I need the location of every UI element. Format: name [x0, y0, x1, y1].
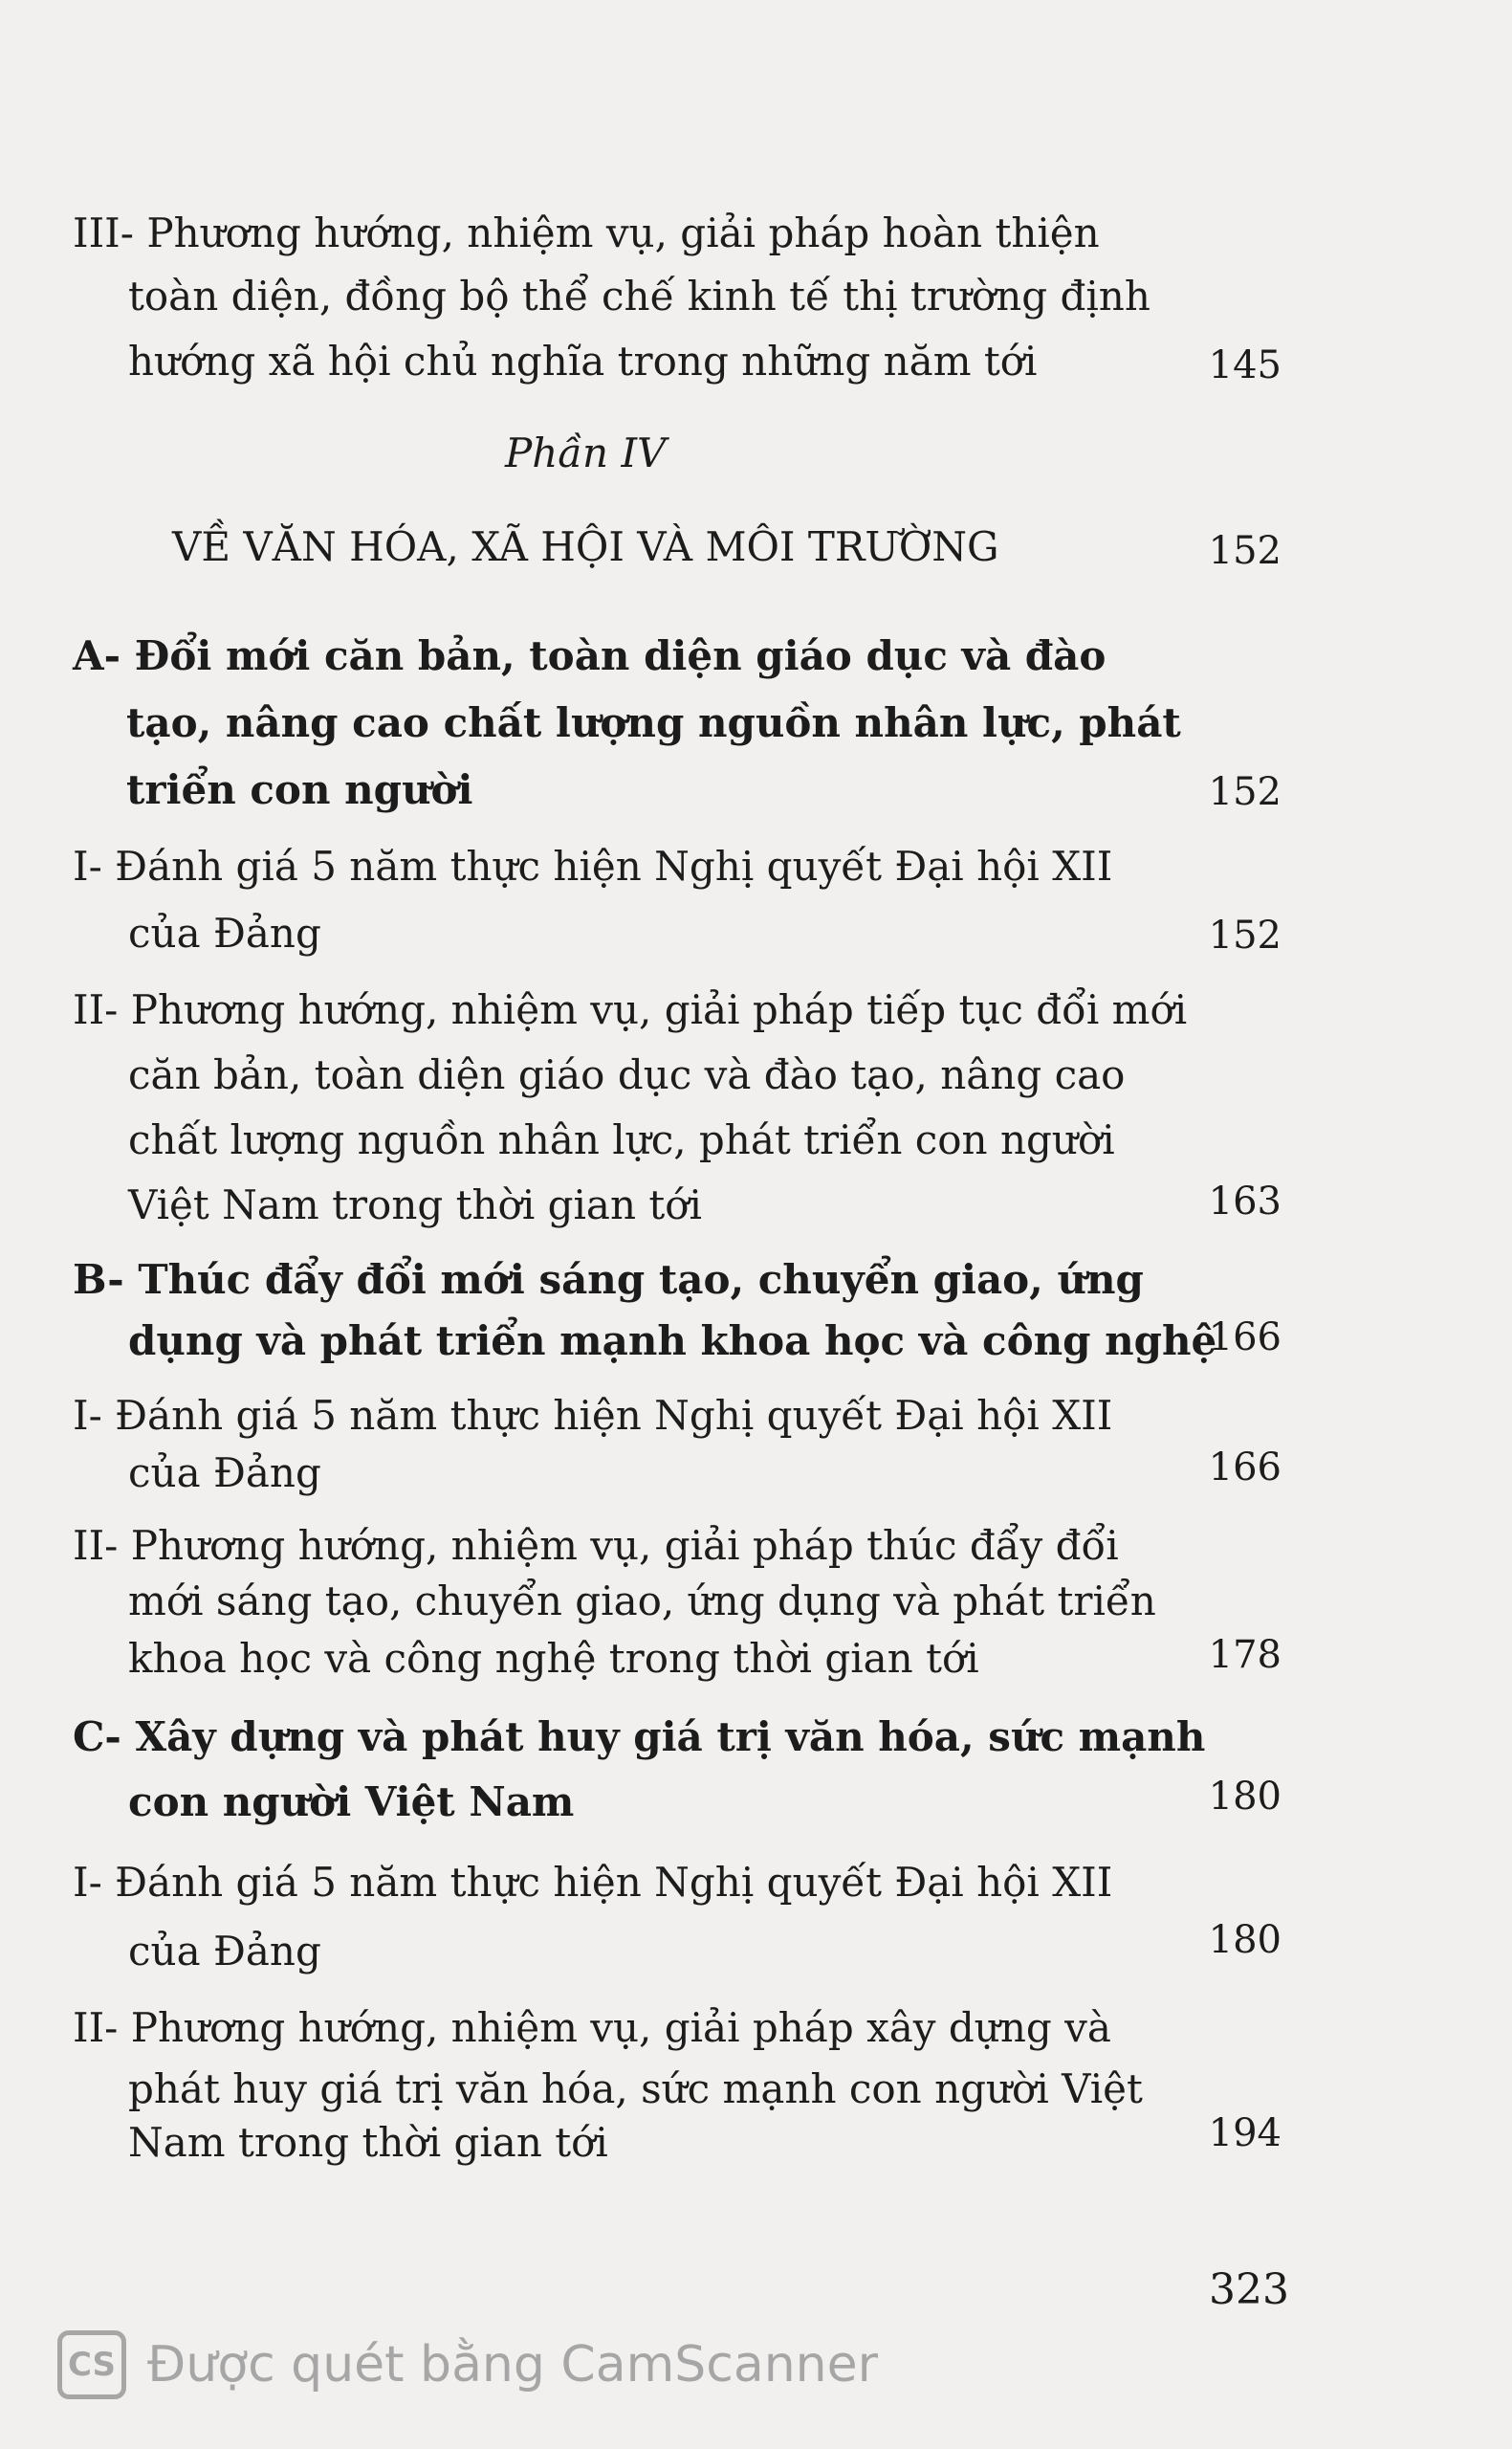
toc-line: II- Phương hướng, nhiệm vụ, giải pháp thúc đẩy đổi — [73, 1522, 1119, 1569]
toc-line: Việt Nam trong thời gian tới — [128, 1181, 702, 1228]
toc-page-number: 166 — [1208, 1445, 1282, 1489]
toc-line: của Đảng — [128, 910, 321, 957]
section-heading: A- Đổi mới căn bản, toàn diện giáo dục và đào — [73, 632, 1107, 679]
toc-line: căn bản, toàn diện giáo dục và đào tạo, nâng cao — [128, 1051, 1126, 1098]
section-heading: tạo, nâng cao chất lượng nguồn nhân lực, phát — [126, 699, 1181, 746]
toc-page-number: 145 — [1208, 343, 1282, 387]
section-heading: con người Việt Nam — [128, 1778, 575, 1825]
toc-line: I- Đánh giá 5 năm thực hiện Nghị quyết Đại hội XII — [73, 843, 1113, 890]
toc-line: của Đảng — [128, 1928, 321, 1975]
toc-line: hướng xã hội chủ nghĩa trong những năm tới — [128, 338, 1038, 385]
toc-page-number: 152 — [1208, 529, 1282, 573]
toc-page-number: 178 — [1208, 1633, 1282, 1677]
toc-page-number: 152 — [1208, 914, 1282, 958]
camscanner-watermark — [57, 2327, 878, 2403]
toc-line: II- Phương hướng, nhiệm vụ, giải pháp xây dựng và — [73, 2004, 1111, 2051]
toc-line: III- Phương hướng, nhiệm vụ, giải pháp hoàn thiện — [73, 210, 1100, 256]
watermark-text: Được quét bằng CamScanner — [147, 2336, 879, 2394]
section-heading: triển con người — [126, 766, 473, 813]
toc-line: II- Phương hướng, nhiệm vụ, giải pháp tiếp tục đổi mới — [73, 986, 1188, 1033]
toc-page-number: 180 — [1208, 1918, 1282, 1962]
toc-line: I- Đánh giá 5 năm thực hiện Nghị quyết Đại hội XII — [73, 1859, 1113, 1906]
toc-line: toàn diện, đồng bộ thể chế kinh tế thị trường định — [128, 273, 1150, 320]
toc-page-number: 180 — [1208, 1775, 1282, 1819]
toc-line: khoa học và công nghệ trong thời gian tới — [128, 1635, 979, 1682]
toc-line: mới sáng tạo, chuyển giao, ứng dụng và phát triển — [128, 1578, 1156, 1624]
toc-line: của Đảng — [128, 1449, 321, 1496]
toc-page-number: 166 — [1208, 1315, 1282, 1359]
toc-line: chất lượng nguồn nhân lực, phát triển con người — [128, 1116, 1115, 1163]
toc-page-number: 152 — [1208, 770, 1282, 814]
camscanner-logo-icon: CS — [57, 2330, 126, 2399]
section-heading: B- Thúc đẩy đổi mới sáng tạo, chuyển giao, ứng — [73, 1256, 1144, 1303]
section-heading: C- Xây dựng và phát huy giá trị văn hóa, sức mạnh — [73, 1713, 1206, 1760]
toc-line: phát huy giá trị văn hóa, sức mạnh con người Việt — [128, 2065, 1143, 2112]
toc-line: Nam trong thời gian tới — [128, 2119, 608, 2166]
part-title: VỀ VĂN HÓA, XÃ HỘI VÀ MÔI TRƯỜNG — [172, 523, 999, 570]
toc-page-number: 163 — [1208, 1180, 1282, 1224]
page-number: 323 — [1209, 2265, 1289, 2314]
part-label: Phần IV — [505, 430, 667, 476]
toc-line: I- Đánh giá 5 năm thực hiện Nghị quyết Đại hội XII — [73, 1392, 1113, 1439]
toc-page-number: 194 — [1208, 2111, 1282, 2155]
section-heading: dụng và phát triển mạnh khoa học và công nghệ — [128, 1317, 1217, 1364]
